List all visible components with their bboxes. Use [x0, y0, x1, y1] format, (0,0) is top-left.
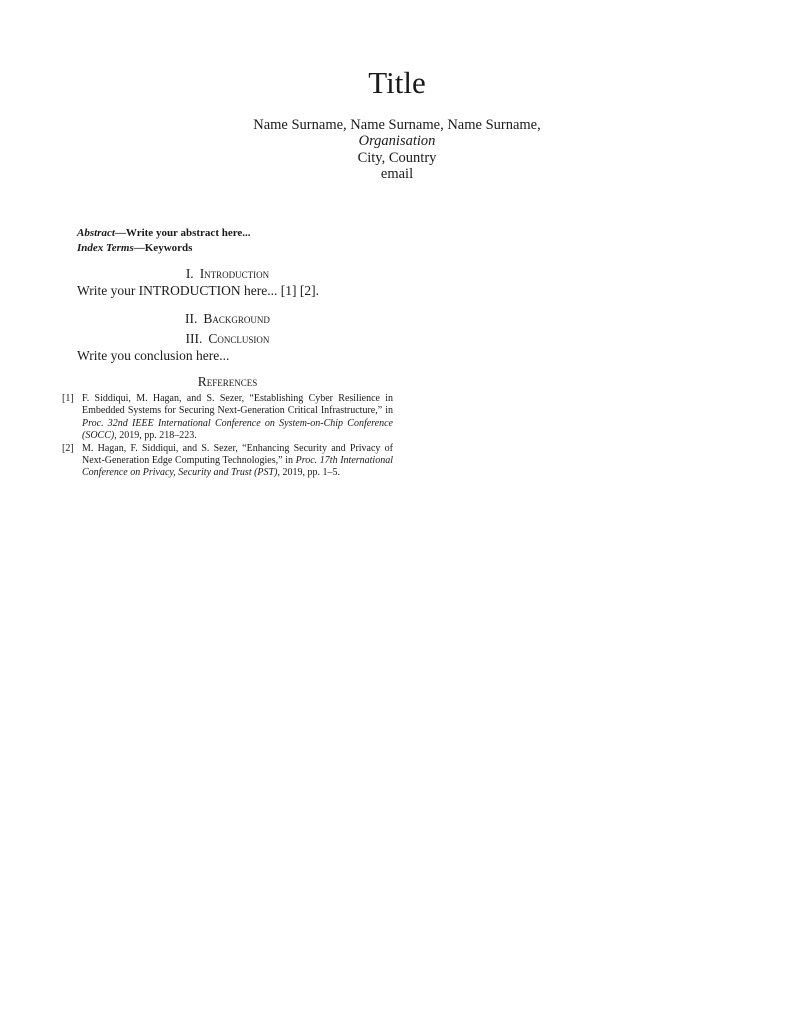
reference-venue: Proc. 32nd IEEE International Conference on System-on-Chip Conference (SOCC)	[82, 417, 393, 442]
abstract-paragraph	[62, 226, 393, 241]
conclusion-paragraph: Write you conclusion here...	[77, 348, 230, 363]
affiliation-organisation: Organisation	[358, 133, 436, 150]
reference-list	[62, 393, 393, 480]
abstract-label: Abstract	[77, 227, 115, 239]
section-number: II.	[185, 311, 198, 326]
text-column	[62, 226, 393, 480]
reference-item	[62, 443, 393, 480]
abstract-text: —Write your abstract here...	[114, 227, 251, 239]
reference-number: [2]	[62, 442, 74, 454]
reference-number: [1]	[62, 393, 74, 404]
affiliation-email: email	[380, 165, 414, 182]
section-title: Introduction	[199, 266, 270, 281]
paper-header	[0, 66, 794, 182]
reference-text: F. Siddiqui, M. Hagan, and S. Sezer, “Establishing Cyber Resilience in Embedded Systems for Securing Next-Generation Critical Infrastructure,” in	[82, 393, 393, 417]
reference-text: , 2019, pp. 1–5.	[277, 467, 340, 479]
authors-line: Name Surname, Name Surname, Name Surname,	[253, 117, 541, 133]
paper-title: Title	[368, 65, 426, 100]
section-number: III.	[185, 331, 203, 346]
section-heading-conclusion	[62, 332, 393, 346]
reference-text: M. Hagan, F. Siddiqui, and S. Sezer, “Enhancing Security and Privacy of Next-Generation Edge Computing Technologies,” in	[82, 442, 393, 467]
reference-item	[62, 393, 393, 443]
section-number: I.	[185, 266, 194, 281]
affiliation-city-country: City, Country	[357, 149, 437, 166]
introduction-paragraph: Write your INTRODUCTION here... [1] [2].	[77, 283, 320, 298]
index-terms-label: Index Terms	[77, 241, 134, 254]
reference-venue: Proc. 17th International Conference on Privacy, Security and Trust (PST)	[82, 455, 393, 479]
reference-text: , 2019, pp. 218–223.	[114, 430, 197, 442]
authors-block	[0, 117, 794, 182]
index-terms-paragraph	[62, 241, 393, 256]
section-heading-introduction	[62, 267, 393, 281]
section-title: Background	[203, 311, 270, 326]
section-title: Conclusion	[208, 331, 270, 346]
references-heading: References	[197, 374, 258, 389]
index-terms-text: —Keywords	[133, 241, 193, 254]
section-heading-background	[62, 312, 393, 326]
